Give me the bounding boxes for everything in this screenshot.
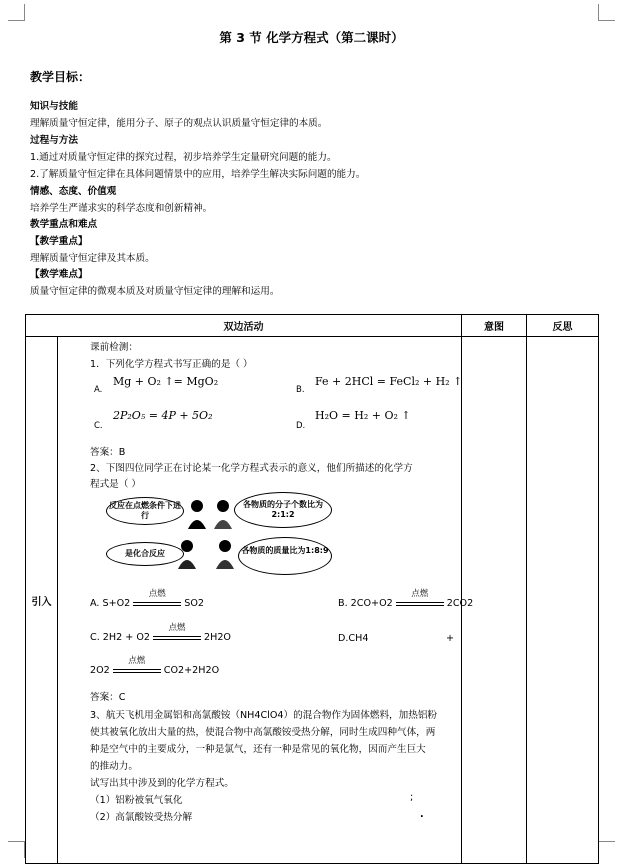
condition-label: 点燃 [168, 623, 186, 633]
question-2-line-2: 程式是（ ） [90, 479, 142, 490]
student-figure-3-icon [176, 539, 198, 571]
question-2-line-1: 2、下图四位同学正在讨论某一化学方程式表示的意义，他们所描述的化学方 [90, 463, 413, 474]
q1-option-d-equation: H₂O = H₂ + O₂ ↑ [315, 409, 411, 422]
difficulty-heading: 【教学难点】 [30, 269, 88, 280]
student-figure-2-icon [212, 499, 234, 531]
q2-option-c-arrow [153, 623, 201, 644]
question-3-sub-2: （2）高氯酸铵受热分解 [90, 812, 193, 823]
reflection-cell [527, 337, 599, 864]
q1-option-a-label: A. [94, 385, 103, 395]
difficulty-text: 质量守恒定律的微观本质及对质量守恒定律的理解和运用。 [30, 286, 280, 297]
attitude-text: 培养学生严谨求实的科学态度和创新精神。 [30, 203, 213, 214]
header-reflection: 反思 [527, 315, 599, 337]
q2-option-b-products: 2CO2 [446, 598, 474, 609]
q2-answer: 答案：C [90, 692, 126, 703]
focus-heading: 教学重点和难点 [30, 219, 98, 230]
question-1: 1．下列化学方程式书写正确的是（ ） [90, 359, 253, 370]
q2-option-a-products: SO2 [184, 598, 205, 609]
key-point-text: 理解质量守恒定律及其本质。 [30, 253, 155, 264]
question-3-sub-2-end: . [420, 809, 424, 820]
q1-option-b-equation: Fe + 2HCl = FeCl₂ + H₂ ↑ [315, 375, 463, 388]
question-3-sub-1-end: ; [410, 792, 414, 803]
question-3-line-1: 3、航天飞机用金属铝和高氯酸铵（NH4ClO4）的混合物作为固体燃料，加热铝粉 [90, 710, 438, 721]
student-figure-4-icon [214, 539, 236, 571]
question-3-sub-1: （1）铝粉被氧气氧化 [90, 795, 183, 806]
q1-option-c-label: C. [94, 421, 103, 431]
question-3-line-4: 的推动力。 [90, 761, 138, 772]
q2-option-c-reactants: C. 2H2 + O2 [90, 632, 151, 643]
speech-bubble-1: 反应在点燃条件下进行 [106, 497, 184, 525]
q2-option-a [90, 589, 205, 610]
q1-option-c-equation: 2P₂O₅ = 4P + 5O₂ [113, 409, 213, 422]
q2-option-d-products: CO2+2H2O [163, 665, 220, 676]
q1-option-d-label: D. [296, 421, 306, 431]
speech-bubble-4: 各物质的质量比为1:8:9 [238, 537, 332, 575]
question-3-line-3: 种是空气中的主要成分，一种是氯气，还有一种是常见的氧化物，因而产生巨大 [90, 744, 426, 755]
attitude-heading: 情感、态度、价值观 [30, 186, 117, 197]
q2-option-c [90, 623, 231, 644]
student-figure-1-icon [186, 499, 208, 531]
question-3-line-2: 使其被氧化放出大量的热，使混合物中高氯酸铵受热分解，同时生成四种气体，两 [90, 727, 436, 738]
speech-bubble-2: 各物质的分子个数比为2:1:2 [234, 492, 332, 528]
row-label-intro: 引入 [26, 337, 58, 864]
q1-option-b-label: B. [296, 385, 305, 395]
process-item-1: 1.通过对质量守恒定律的探究过程，初步培养学生定量研究问题的能力。 [30, 152, 337, 163]
knowledge-heading: 知识与技能 [30, 101, 78, 112]
crop-mark-top-right [598, 4, 615, 21]
activities-cell [58, 337, 474, 864]
condition-label: 点燃 [411, 589, 429, 599]
q2-option-b-reactants: B. 2CO+O2 [338, 598, 393, 609]
q2-option-a-arrow [133, 589, 181, 610]
q2-option-c-products: 2H2O [204, 632, 231, 643]
q2-option-b-arrow [396, 589, 444, 610]
q2-option-d-plus: + [446, 633, 455, 644]
q1-answer: 答案：B [90, 447, 126, 458]
goals-heading: 教学目标： [30, 70, 91, 84]
q2-option-d-arrow [113, 656, 161, 677]
crop-mark-top-left [8, 4, 25, 21]
table-row [26, 337, 599, 864]
speech-bubble-3: 是化合反应 [106, 542, 184, 566]
header-intent: 意图 [462, 315, 527, 337]
condition-label: 点燃 [128, 656, 146, 666]
table-header-row [26, 315, 599, 337]
q1-option-a-equation: Mg + O₂ ↑= MgO₂ [113, 375, 219, 388]
condition-label: 点燃 [148, 589, 166, 599]
q2-option-a-reactants: A. S+O2 [90, 598, 131, 609]
page-title: 第 3 节 化学方程式（第二课时） [219, 30, 404, 45]
q2-option-d: D.CH4 [338, 633, 369, 644]
crop-mark-bottom-left [8, 841, 25, 858]
process-heading: 过程与方法 [30, 135, 78, 146]
q2-option-d-reactants: 2O2 [90, 665, 110, 676]
question-3-prompt: 试写出其中涉及到的化学方程式。 [90, 778, 234, 789]
process-item-2: 2.了解质量守恒定律在具体问题情景中的应用，培养学生解决实际问题的能力。 [30, 169, 366, 180]
header-activities: 双边活动 [26, 315, 462, 337]
key-point-heading: 【教学重点】 [30, 236, 88, 247]
q2-option-d-continued [90, 656, 220, 677]
knowledge-text: 理解质量守恒定律，能用分子、原子的观点认识质量守恒定律的本质。 [30, 118, 328, 129]
pre-check-label: 课前检测： [90, 342, 138, 353]
crop-mark-bottom-right [598, 841, 615, 858]
lesson-table [25, 314, 599, 864]
q2-option-b [338, 589, 474, 610]
